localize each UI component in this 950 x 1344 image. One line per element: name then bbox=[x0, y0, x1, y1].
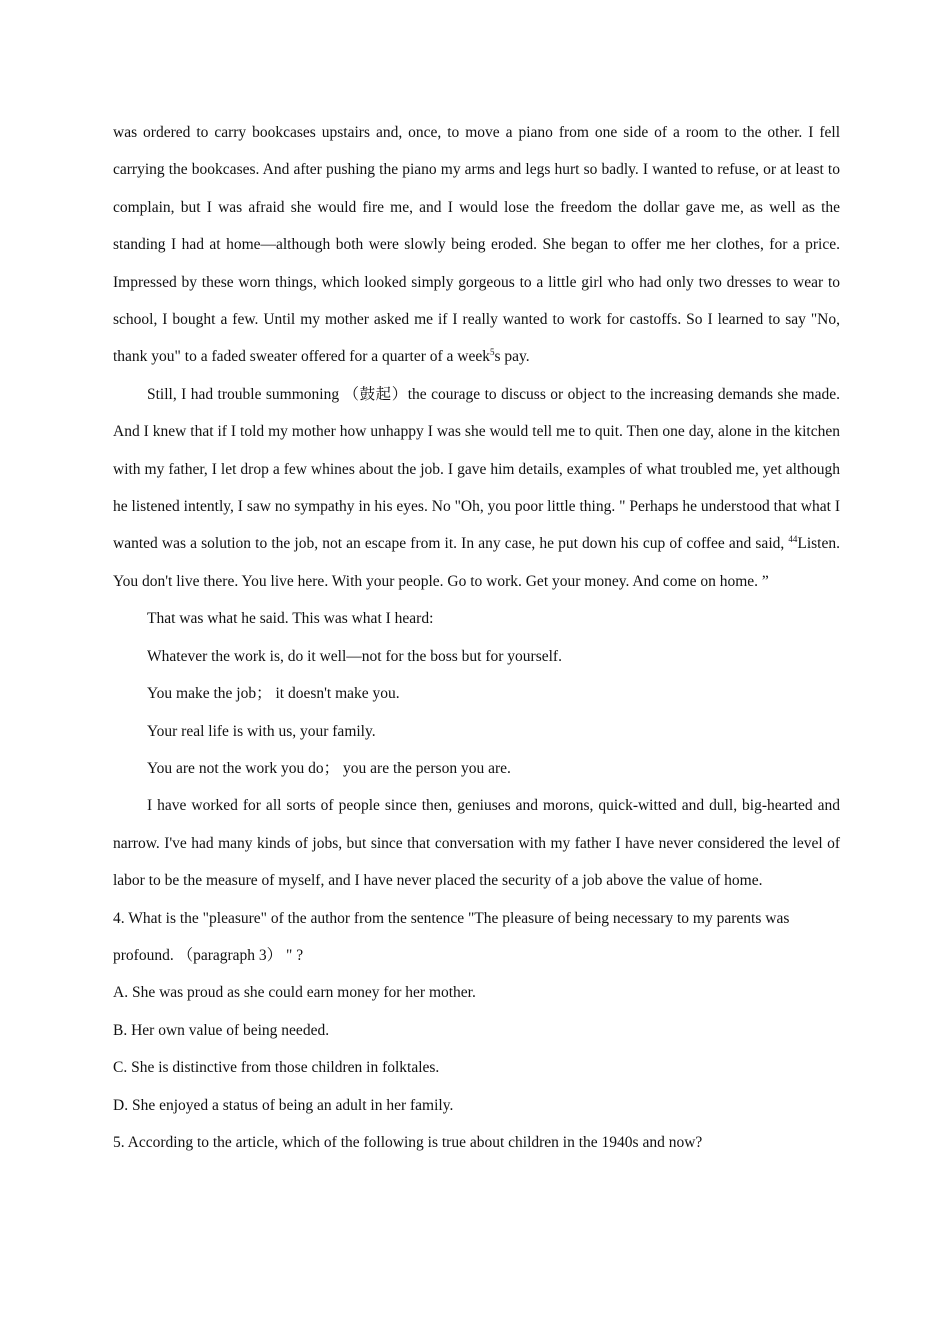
lesson-line: Your real life is with us, your family. bbox=[147, 722, 376, 740]
paragraph-2-text: Still, I had trouble summoning （鼓起）the courage to discuss or object to the increasing demands she made. And I knew that if I told my mother how unhappy I was she would tell me to quit. Then one day, alone in the kitchen with my father, I let drop a few whines about the job. I gave him details, examples of what troubled me, yet although he listened intently, I saw no sympathy in his eyes. No "Oh, you poor little thing. " Perhaps he understood that what I wanted was a solution to the job, not an escape from it. In any case, he put down his cup of coffee and said, bbox=[113, 385, 840, 553]
question-4-option-d: D. She enjoyed a status of being an adult in her family. bbox=[113, 1096, 454, 1114]
footnote-marker: 5 bbox=[490, 347, 495, 358]
lesson-line: Whatever the work is, do it well—not for the boss but for yourself. bbox=[147, 647, 562, 665]
paragraph-1-text: was ordered to carry bookcases upstairs and, once, to move a piano from one side of a room to the other. I fell carrying the bookcases. And after pushing the piano my arms and legs hurt so badly. I wanted to refuse, or at least to complain, but I was afraid she would fire me, and I would lose the freedom the dollar gave me, as well as the standing I had at home—although both were slowly being eroded. She began to offer me her clothes, for a price. Impressed by these worn things, which looked simply gorgeous to a little girl who had only two dresses to wear to school, I bought a few. Until my mother asked me if I really wanted to work for castoffs. So I learned to say "No, thank you" to a faded sweater offered for a quarter of a week bbox=[113, 124, 840, 366]
lesson-line: You are not the work you do； you are the person you are. bbox=[147, 759, 511, 777]
paragraph-3: That was what he said. This was what I heard: bbox=[147, 610, 434, 628]
paragraph-1-end: s pay. bbox=[494, 348, 530, 366]
question-4-option-a: A. She was proud as she could earn money for her mother. bbox=[113, 984, 476, 1002]
question-4-option-c: C. She is distinctive from those children in folktales. bbox=[113, 1059, 440, 1077]
question-4-option-b: B. Her own value of being needed. bbox=[113, 1021, 330, 1039]
document-body bbox=[113, 114, 840, 1161]
footnote-marker: 44 bbox=[788, 534, 798, 545]
paragraph-4: I have worked for all sorts of people since then, geniuses and morons, quick-witted and dull, big-hearted and narrow. I've had many kinds of jobs, but since that conversation with my father I have never considered the level of labor to be the measure of myself, and I have never placed the security of a job above the value of home. bbox=[113, 797, 840, 890]
question-4-prompt: 4. What is the "pleasure" of the author from the sentence "The pleasure of being necessary to my parents was profound. （paragraph 3） " ? bbox=[113, 909, 790, 964]
paragraph-2-end: Listen. You don't live there. You live here. With your people. Go to work. Get your money. And come on home. ” bbox=[113, 535, 840, 590]
lesson-line: You make the job； it doesn't make you. bbox=[147, 685, 400, 703]
paragraph-2 bbox=[113, 376, 840, 600]
question-5-prompt: 5. According to the article, which of the following is true about children in the 1940s and now? bbox=[113, 1133, 703, 1151]
paragraph-1 bbox=[113, 114, 840, 376]
